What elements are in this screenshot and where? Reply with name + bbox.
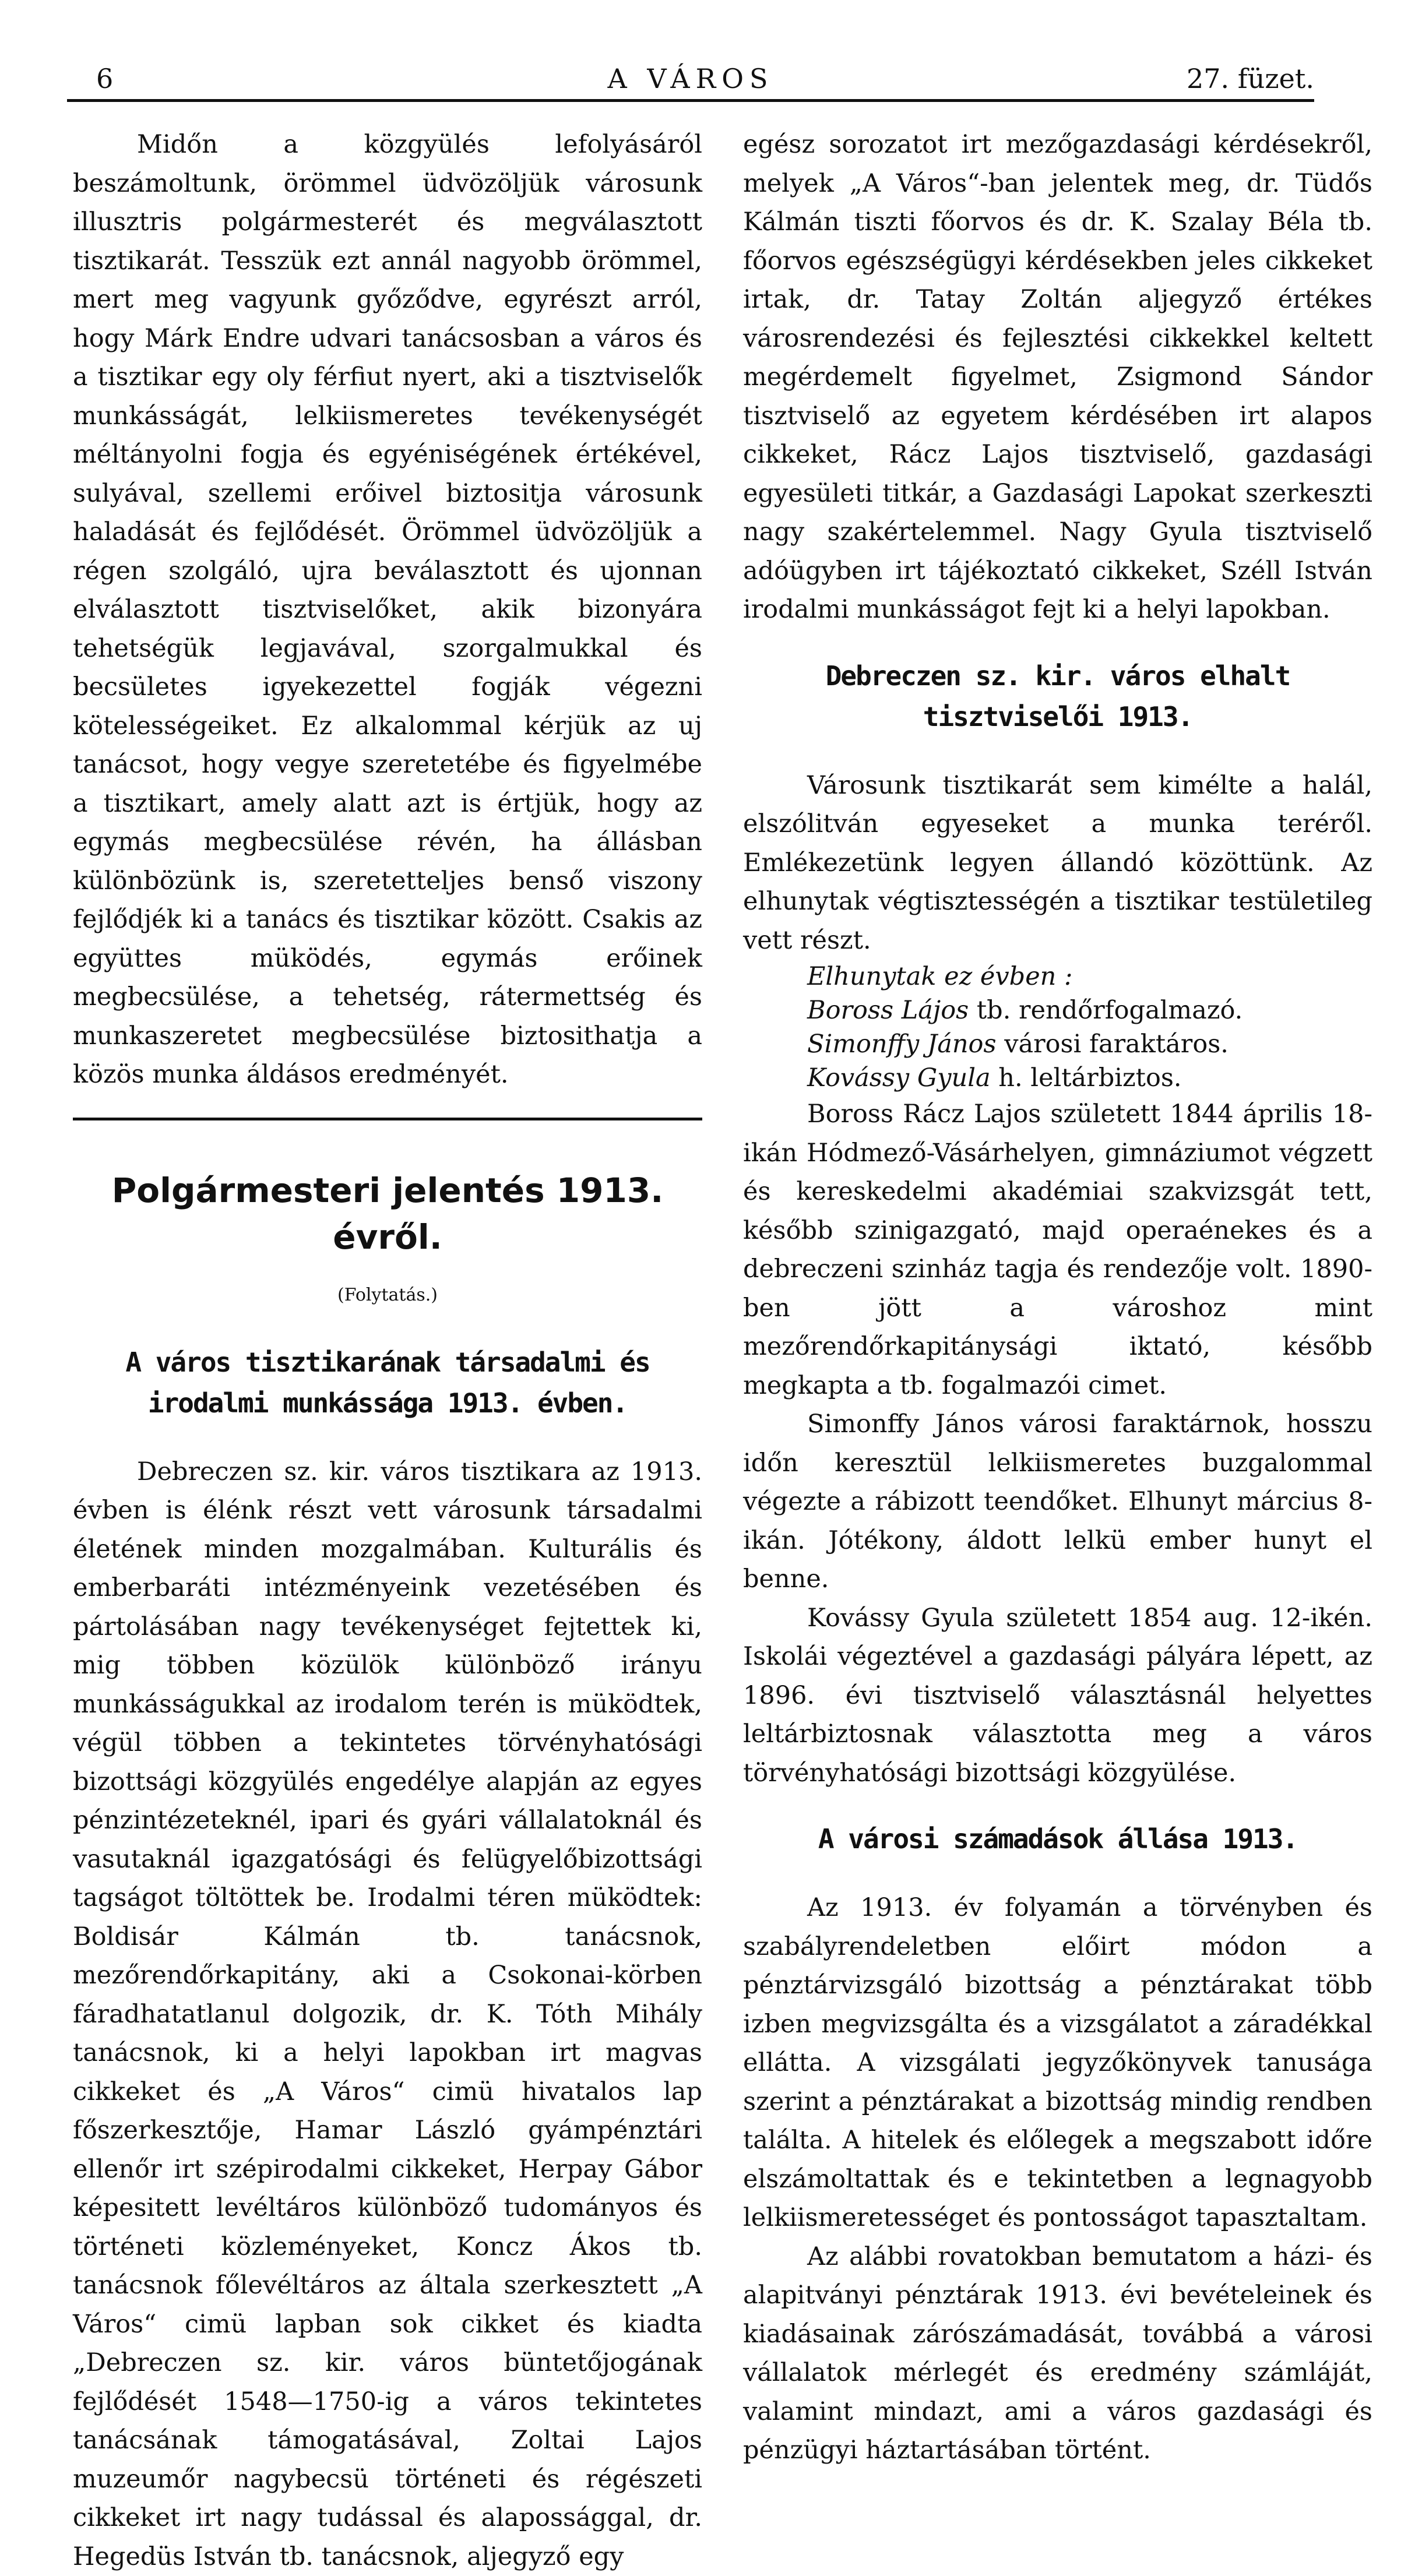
section-paragraph: Debreczen sz. kir. város tisztikara az 1913. évben is élénk részt vett városunk társadalmi életének minden mozgalmában. Kulturális és emberbaráti intézményeink vezetésében és pártolásában nagy tevékenységet fejtettek ki, mig többen közülök különböző irányu munkásságukkal az irodalom terén is müködtek, végül többen a tekintetes törvényhatósági bizottsági közgyülés engedélye alapján az egyes pénzintézeteknél, ipari és gyári vállalatoknál és vasutaknál igazgatósági és felügyelőbizottsági tagságot töltöttek be. Irodalmi téren müködtek: Boldisár Kálmán tb. tanácsnok, mezőrendőrkapitány, aki a Csokonai-körben fáradhatatlanul dolgozik, dr. K. Tóth Mihály tanácsnok, ki a helyi lapokban irt magvas cikkeket és „A Város“ cimü hivatalos lap főszerkesztője, Hamar László gyámpénztári ellenőr irt szépirodalmi cikkeket, Herpay Gábor képesitett levéltáros különböző tudományos és történeti közleményeket, Koncz Ákos tb. tanácsnok főlevéltáros az általa szerkesztett „A Város“ cimü lapban sok cikket és kiadta „Debreczen sz. kir. város büntetőjogának fejlődését 1548—1750-ig a város tekintetes tanácsának támogatásával, Zoltai Lajos muzeumőr nagybecsü történeti és régészeti cikkeket irt nagy tudással és alapossággal, dr. Hegedüs István tb. tanácsnok, aljegyző egy [73,1453,702,2576]
bio-simonffy: Simonffy János városi faraktárnok, hosszu időn keresztül lelkiismeretes buzgalommal végezte a rábizott teendőket. Elhunyt március 8-ikán. Jótékony, áldott lelkü ember hunyt el benne. [743,1405,1372,1599]
section-title: A város tisztikarának társadalmi és irodalmi munkássága 1913. évben. [73,1342,702,1423]
accounts-paragraph-1: Az 1913. év folyamán a törvényben és szabályrendeletben előirt módon a pénztárvizsgáló bizottság a pénztárakat több izben megvizsgálta és a vizsgálatot a záradékkal ellátta. A vizsgálati jegyzőkönyvek tanusága szerint a pénztárakat a bizottság mindig rendben találta. A hitelek és előlegek a megszabott időre elszámoltattak és e tekintetben a legnagyobb lelkiismeretességet és pontosságot tapasztaltam. [743,1888,1372,2237]
main-title: Polgármesteri jelentés 1913. évről. [73,1167,702,1260]
accounts-paragraph-2: Az alábbi rovatokban bemutatom a házi- és alapitványi pénztárak 1913. évi bevételeinek és kiadásainak zárószámadását, továbbá a városi vállalatok mérlegét és eredmény számláját, valamint mindazt, ami a város gazdasági és pénzügyi háztartásában történt. [743,2237,1372,2470]
section-divider [73,1118,702,1120]
deceased-title: Debreczen sz. kir. város elhalt tisztviselői 1913. [743,656,1372,737]
intro-paragraph: Midőn a közgyülés lefolyásáról beszámoltunk, örömmel üdvözöljük városunk illusztris polgármesterét és megválasztott tisztikarát. Tesszük ezt annál nagyobb örömmel, mert meg vagyunk győződve, egyrészt arról, hogy Márk Endre udvari tanácsosban a város és a tisztikar egy oly férfiut nyert, aki a tisztviselők munkásságát, lelkiismeretes tevékenységét méltányolni fogja és egyéniségének értékével, sulyával, szellemi erőivel biztositja városunk haladását és fejlődését. Örömmel üdvözöljük a régen szolgáló, ujra beválasztott és ujonnan elválasztott tisztviselőket, akik bizonyára tehetségük legjavával, szorgalmukkal és becsületes igyekezettel fogják végezni kötelességeiket. Ez alkalommal kérjük az uj tanácsot, hogy vegye szeretetébe és figyelmébe a tisztikart, amely alatt azt is értjük, hogy az egymás megbecsülése révén, ha állásban különbözünk is, szeretetteljes benső viszony fejlődjék ki a tanács és tisztikar között. Csakis az együttes müködés, egymás erőinek megbecsülése, a tehetség, rátermettség és munkaszeretet megbecsülése biztosithatja a közös munka áldásos eredményét. [73,125,702,1094]
right-column [743,125,1372,2470]
deceased-paragraph: Városunk tisztikarát sem kimélte a halál, elszólitván egyeseket a munka teréről. Emlékezetünk legyen állandó közöttünk. Az elhunytak végtisztességén a tisztikar testületileg vett részt. [743,766,1372,960]
left-column [73,125,702,2576]
page-number: 6 [96,63,113,94]
bio-boross: Boross Rácz Lajos született 1844 április 18-ikán Hódmező-Vásárhelyen, gimnáziumot végzett és kereskedelmi akadémiai szakvizsgát tett, később szinigazgató, majd operaénekes és a debreczeni szinház tagja és rendezője volt. 1890-ben jött a városhoz mint mezőrendőrkapitánysági iktató, később megkapta a tb. fogalmazói cimet. [743,1095,1372,1405]
list-heading: Elhunytak ez évben : [807,962,1073,991]
list-item: Kovássy Gyula h. leltárbiztos. [807,1061,1372,1095]
deceased-list [743,960,1372,1095]
continued-paragraph: egész sorozatot irt mezőgazdasági kérdésekről, melyek „A Város“-ban jelentek meg, dr. Tüdős Kálmán tiszti főorvos és dr. K. Szalay Béla tb. főorvos egészségügyi kérdésekben jeles cikkeket irtak, dr. Tatay Zoltán aljegyző értékes városrendezési és fejlesztési cikkekkel keltett megérdemelt figyelmet, Zsigmond Sándor tisztviselő az egyetem kérdésében irt alapos cikkeket, Rácz Lajos tisztviselő, gazdasági egyesületi titkár, a Gazdasági Lapokat szerkeszti nagy szakértelemmel. Nagy Gyula tisztviselő adóügyben irt tájékoztató cikkeket, Széll István irodalmi munkásságot fejt ki a helyi lapokban. [743,125,1372,629]
list-item: Boross Lájos tb. rendőrfogalmazó. [807,993,1372,1027]
journal-title: A VÁROS [67,63,1314,94]
bio-kovassy: Kovássy Gyula született 1854 aug. 12-ikén. Iskolái végeztével a gazdasági pályára lépett, az 1896. évi tisztviselő választásnál helyettes leltárbiztosnak választotta meg a város törvényhatósági bizottsági közgyülése. [743,1599,1372,1793]
header-rule [67,99,1314,102]
list-item: Simonffy János városi faraktáros. [807,1027,1372,1061]
page-header [67,58,1314,93]
accounts-title: A városi számadások állása 1913. [743,1819,1372,1859]
continuation-note: (Folytatás.) [73,1284,702,1307]
issue-number: 27. füzet. [1187,63,1314,94]
